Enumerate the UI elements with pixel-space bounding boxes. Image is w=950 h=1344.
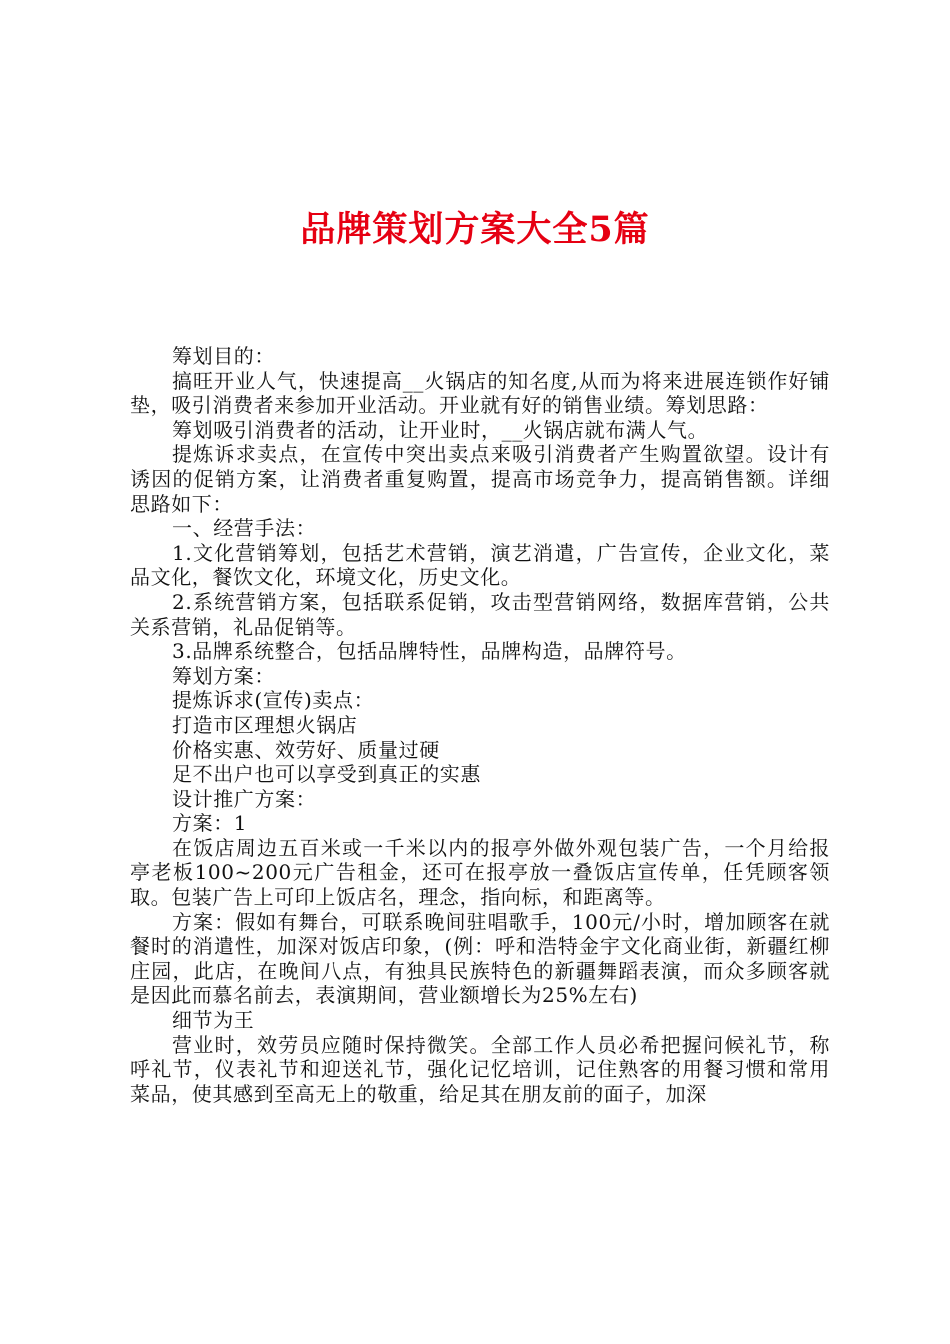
paragraph: 营业时，效劳员应随时保持微笑。全部工作人员必希把握问候礼节，称呼礼节，仪表礼节和迎送礼节，强化记忆培训，记住熟客的用餐习惯和常用菜品，使其感到至高无上的敬重，给足其在朋友前的面子，加深: [130, 1032, 830, 1106]
paragraph: 设计推广方案：: [172, 786, 317, 811]
paragraph: 价格实惠、效劳好、质量过硬: [172, 737, 440, 762]
paragraph: 3.品牌系统整合，包括品牌特性，品牌构造，品牌符号。: [172, 639, 687, 664]
paragraph: 提炼诉求卖点，在宣传中突出卖点来吸引消费者产生购置欲望。设计有诱因的促销方案，让消费者重复购置，提高市场竞争力，提高销售额。详细思路如下：: [130, 442, 830, 516]
paragraph: 提炼诉求(宣传)卖点：: [172, 688, 375, 713]
paragraph: 搞旺开业人气，快速提高__火锅店的知名度,从而为将来进展连锁作好铺垫，吸引消费者来参加开业活动。开业就有好的销售业绩。筹划思路：: [130, 368, 830, 418]
paragraph: 打造市区理想火锅店: [172, 712, 358, 737]
paragraph: 筹划方案：: [172, 663, 275, 688]
document-body: [130, 344, 830, 1106]
paragraph: 方案：假如有舞台，可联系晚间驻唱歌手，100元/小时，增加顾客在就餐时的消遣性，加深对饭店印象，(例：呼和浩特金宇文化商业街，新疆红柳庄园，此店，在晚间八点，有独具民族特色的新疆舞蹈表演，而众多顾客就是因此而慕名前去，表演期间，营业额增长为25%左右): [130, 909, 830, 1008]
paragraph: 方案：1: [172, 811, 248, 836]
paragraph: 1.文化营销筹划，包括艺术营销，演艺消遣，广告宣传，企业文化，菜品文化，餐饮文化，环境文化，历史文化。: [130, 540, 830, 590]
paragraph: 细节为王: [172, 1008, 255, 1033]
document-title: 品牌策划方案大全5篇: [300, 209, 650, 250]
paragraph: 一、经营手法：: [172, 516, 317, 541]
paragraph: 在饭店周边五百米或一千米以内的报亭外做外观包装广告，一个月给报亭老板100~200元广告租金，还可在报亭放一叠饭店宣传单，任凭顾客领取。包装广告上可印上饭店名，理念，指向标，和距离等。: [130, 835, 830, 910]
paragraph: 筹划目的：: [172, 344, 275, 368]
paragraph: 筹划吸引消费者的活动，让开业时，__火锅店就布满人气。: [172, 417, 709, 442]
paragraph: 足不出户也可以享受到真正的实惠: [172, 762, 481, 787]
paragraph: 2.系统营销方案，包括联系促销，攻击型营销网络，数据库营销，公共关系营销，礼品促销等。: [130, 589, 830, 639]
